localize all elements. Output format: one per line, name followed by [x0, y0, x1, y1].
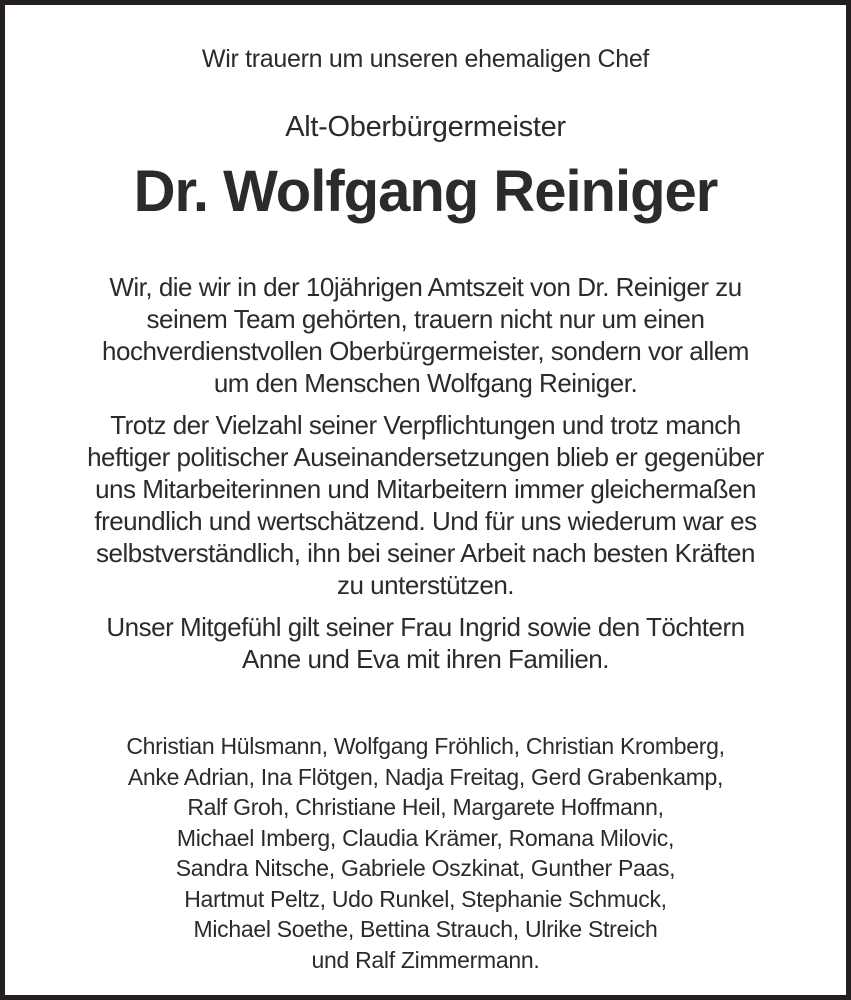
text-line: um den Menschen Wolfgang Reiniger.	[213, 368, 638, 398]
text-line: Ralf Groh, Christiane Heil, Margarete Hoffmann,	[187, 794, 664, 820]
text-line: Anke Adrian, Ina Flötgen, Nadja Freitag, Gerd Grabenkamp,	[127, 763, 724, 790]
text-line: Trotz der Vielzahl seiner Verpflichtungen und trotz manch	[110, 410, 741, 440]
text-line: Sandra Nitsche, Gabriele Oszkinat, Gunther Paas,	[175, 855, 676, 881]
paragraph-character	[5, 409, 846, 601]
text-line: heftiger politischer Auseinandersetzungen blieb er gegenüber	[87, 442, 764, 472]
intro-line: Wir trauern um unseren ehemaligen Chef	[201, 45, 650, 73]
text-line: Unser Mitgefühl gilt seiner Frau Ingrid sowie den Töchtern	[106, 612, 745, 642]
text-line: Michael Imberg, Claudia Krämer, Romana Milovic,	[176, 824, 675, 851]
text-line: seinem Team gehörten, trauern nicht nur um einen	[146, 304, 705, 334]
text-line: Wir, die wir in der 10jährigen Amtszeit von Dr. Reiniger zu	[109, 272, 742, 302]
text-line: uns Mitarbeiterinnen und Mitarbeitern immer gleichermaßen	[95, 474, 756, 504]
obituary-notice	[5, 5, 846, 995]
text-line: und Ralf Zimmermann.	[311, 946, 540, 973]
paragraph-tribute	[5, 271, 846, 399]
text-line: freundlich und wertschätzend. Und für uns wiederum war es	[94, 506, 757, 536]
text-line: Christian Hülsmann, Wolfgang Fröhlich, Christian Kromberg,	[126, 733, 725, 759]
text-line: hochverdienstvollen Oberbürgermeister, sondern vor allem	[102, 336, 749, 366]
text-line: selbstverständlich, ihn bei seiner Arbeit nach besten Kräften	[96, 538, 755, 568]
paragraph-condolence	[5, 611, 846, 675]
text-line: Hartmut Peltz, Udo Runkel, Stephanie Schmuck,	[184, 885, 667, 912]
deceased-name: Dr. Wolfgang Reiniger	[133, 159, 718, 224]
text-line: Anne und Eva mit ihren Familien.	[242, 644, 609, 674]
text-line: zu unterstützen.	[337, 570, 514, 600]
mourners-list	[5, 731, 846, 975]
text-line: Michael Soethe, Bettina Strauch, Ulrike Streich	[193, 916, 658, 942]
former-title-line: Alt-Oberbürgermeister	[285, 111, 566, 143]
